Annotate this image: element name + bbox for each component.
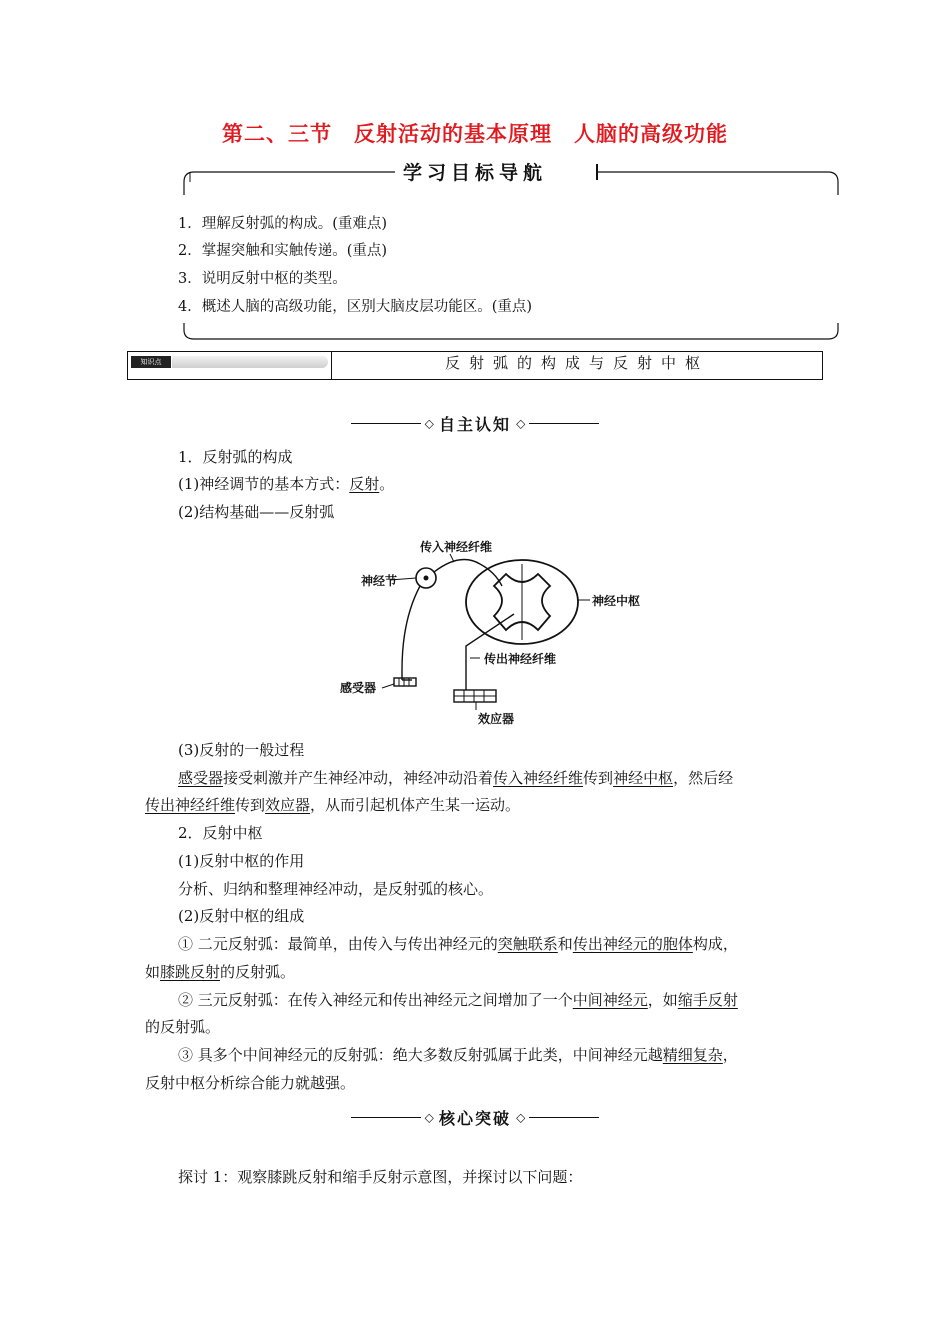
s2-p1: (1)反射中枢的作用 (178, 852, 305, 870)
discuss-1: 探讨 1：观察膝跳反射和缩手反射示意图，并探讨以下问题： (178, 1168, 583, 1186)
goal-1: 1．理解反射弧的构成。(重难点) (178, 216, 388, 232)
label-afferent: 传入神经纤维 (420, 540, 493, 554)
s1-heading: 1．反射弧的构成 (178, 448, 293, 466)
blank-answer: 反射 (349, 475, 380, 493)
nav-title-text: 学习目标导航 (395, 162, 555, 184)
s1-p1: (1)神经调节的基本方式：反射。 (178, 475, 395, 493)
goal-2: 2．掌握突触和实触传递。(重点) (178, 243, 388, 259)
section-tag-stripe (172, 356, 328, 368)
section-tag-box (127, 351, 332, 380)
process-line-2: 传出神经纤维传到效应器，从而引起机体产生某一运动。 (145, 796, 521, 814)
s2-heading: 2．反射中枢 (178, 824, 263, 842)
receptor-shape (394, 678, 416, 686)
label-center: 神经中枢 (592, 594, 641, 608)
label-efferent: 传出神经纤维 (484, 652, 557, 666)
diamond-icon: ◇ (516, 416, 526, 431)
c3-line-1: ③ 具多个中间神经元的反射弧：绝大多数反射弧属于此类，中间神经元越精细复杂， (178, 1046, 738, 1064)
c1-line-2: 如膝跳反射的反射弧。 (145, 963, 296, 981)
section-heading: 反射弧的构成与反射中枢 (332, 351, 823, 380)
afferent-fiber (434, 560, 502, 587)
process-line-1: 感受器接受刺激并产生神经冲动，神经冲动沿着传入神经纤维传到神经中枢，然后经 (178, 769, 734, 787)
label-ganglion: 神经节 (361, 574, 398, 588)
divider-label: 核心突破 (438, 1109, 511, 1128)
c2-line-1: ② 三元反射弧：在传入神经元和传出神经元之间增加了一个中间神经元，如缩手反射 (178, 991, 738, 1009)
reflex-arc-diagram (330, 530, 600, 730)
divider-core (0, 1106, 950, 1129)
c1-line-1: ① 二元反射弧：最简单，由传入与传出神经元的突触联系和传出神经元的胞体构成， (178, 935, 738, 953)
page-title: 第二、三节 反射活动的基本原理 人脑的高级功能 (222, 122, 728, 146)
c2-line-2: 的反射弧。 (145, 1018, 221, 1036)
nav-title (0, 158, 950, 185)
s2-p2: (2)反射中枢的组成 (178, 907, 305, 925)
c3-line-2: 反射中枢分析综合能力就越强。 (145, 1074, 356, 1092)
diamond-icon: ◇ (424, 1110, 434, 1125)
divider-self-study (0, 412, 950, 435)
divider-label: 自主认知 (438, 415, 511, 434)
goal-3: 3．说明反射中枢的类型。 (178, 271, 347, 287)
section-tag: 知识点 (131, 356, 171, 368)
afferent-fiber-lower (402, 586, 420, 680)
s1-p2: (2)结构基础——反射弧 (178, 503, 335, 521)
s2-p1-text: 分析、归纳和整理神经冲动，是反射弧的核心。 (178, 880, 494, 898)
s1-p3: (3)反射的一般过程 (178, 741, 305, 759)
label-receptor: 感受器 (340, 681, 377, 695)
label-effector: 效应器 (478, 712, 515, 726)
diamond-icon: ◇ (516, 1110, 526, 1125)
goal-4: 4．概述人脑的高级功能，区别大脑皮层功能区。(重点) (178, 299, 533, 315)
diamond-icon: ◇ (424, 416, 434, 431)
